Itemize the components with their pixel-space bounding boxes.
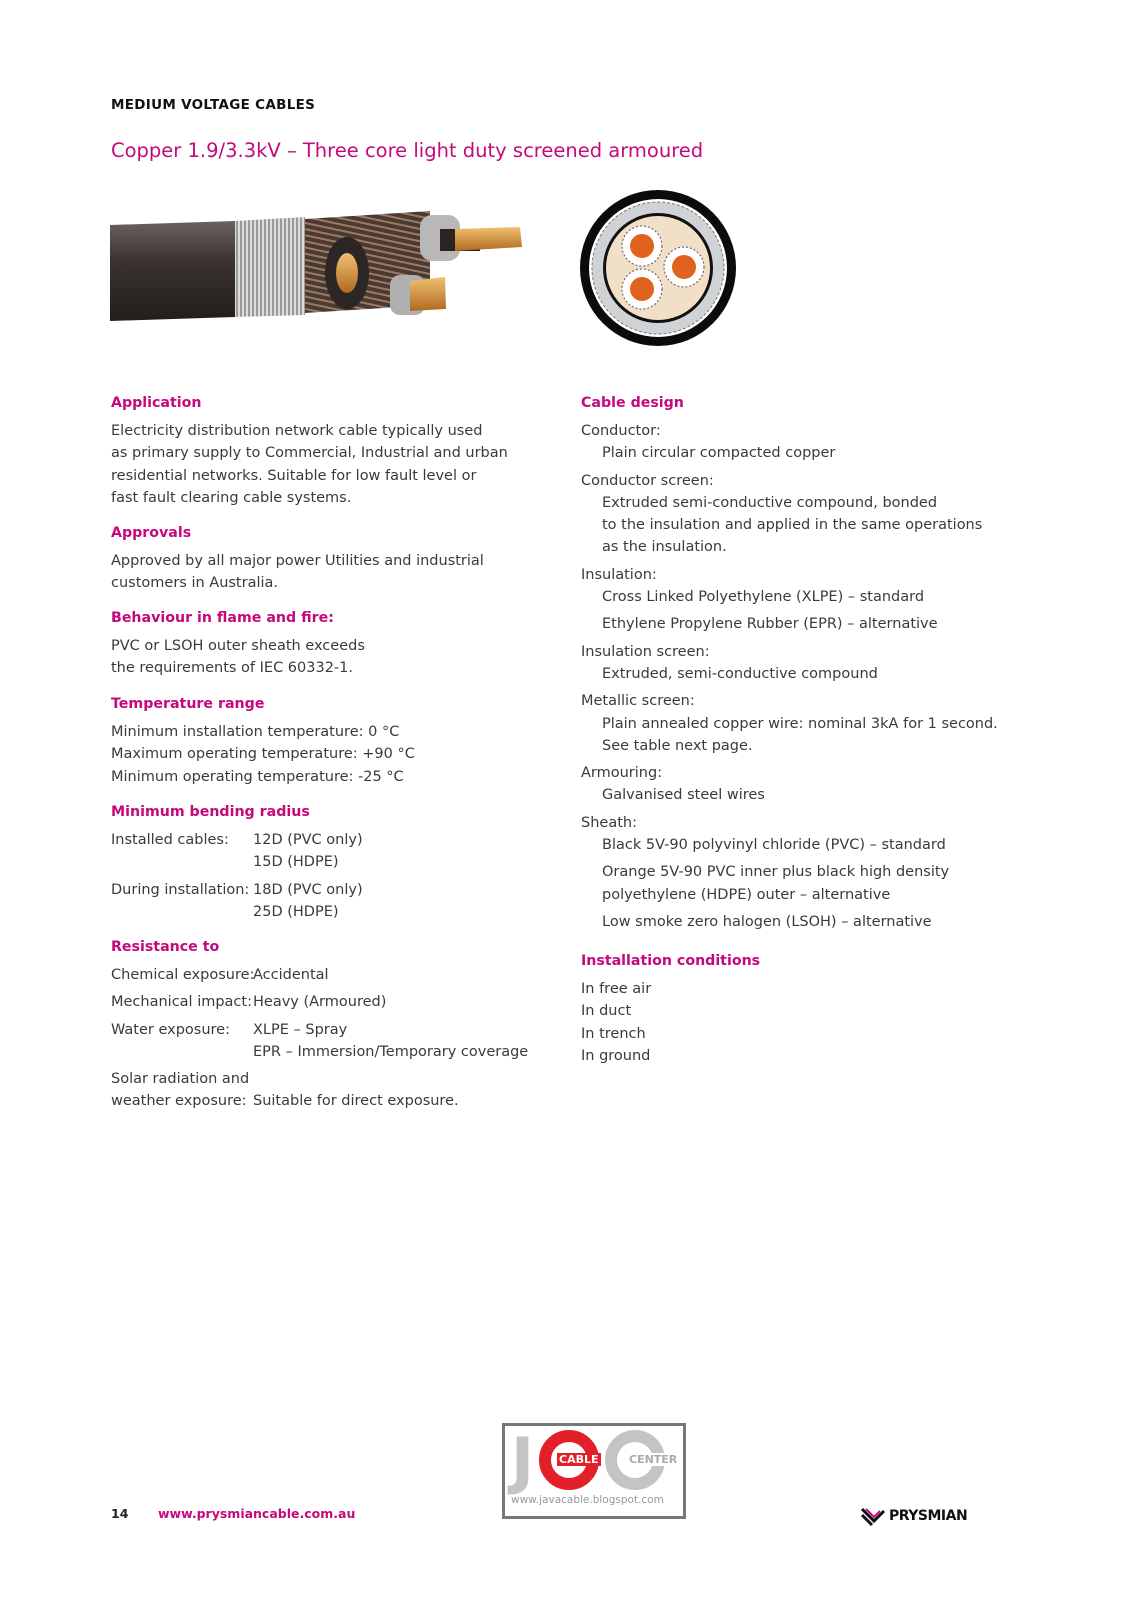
row-value: Heavy (Armoured) xyxy=(253,994,387,1011)
item-value: Extruded semi-conductive compound, bonded xyxy=(602,494,938,511)
row-label: Installed cables: xyxy=(111,832,229,848)
watermark-cable-text: CABLE xyxy=(559,1453,599,1466)
text-line: fast fault clearing cable systems. xyxy=(111,489,352,506)
item-value: Orange 5V-90 PVC inner plus black high density xyxy=(602,864,950,881)
row-value: Accidental xyxy=(253,967,329,983)
installation-heading: Installation conditions xyxy=(581,953,761,969)
cable-cross-section-diagram xyxy=(578,188,738,348)
text-line: Maximum operating temperature: +90 °C xyxy=(111,746,415,763)
row-value: XLPE – Spray xyxy=(253,1021,348,1038)
flame-heading: Behaviour in flame and fire: xyxy=(111,610,334,626)
footer-website-link[interactable]: www.prysmiancable.com.au xyxy=(158,1506,356,1521)
resistance-heading: Resistance to xyxy=(111,939,220,955)
text-line: as primary supply to Commercial, Industrial and urban xyxy=(111,445,508,462)
category-label: MEDIUM VOLTAGE CABLES xyxy=(111,97,316,113)
row-label: weather exposure: xyxy=(111,1093,247,1110)
item-value: Plain circular compacted copper xyxy=(602,445,836,462)
row-value: 12D (PVC only) xyxy=(253,832,363,848)
prysmian-logo xyxy=(860,1505,967,1527)
text-line: In free air xyxy=(581,981,652,997)
row-value: 15D (HDPE) xyxy=(253,854,339,871)
cable-design-heading: Cable design xyxy=(581,395,684,411)
row-value: EPR – Immersion/Temporary coverage xyxy=(253,1043,529,1060)
temperature-heading: Temperature range xyxy=(111,696,265,712)
item-value: polyethylene (HDPE) outer – alternative xyxy=(602,886,891,903)
prysmian-mark-icon xyxy=(860,1505,886,1527)
text-line: In ground xyxy=(581,1047,651,1064)
item-label: Insulation: xyxy=(581,566,657,583)
bending-section xyxy=(111,801,363,923)
item-value: Ethylene Propylene Rubber (EPR) – alternative xyxy=(602,616,938,633)
text-line: In duct xyxy=(581,1003,632,1020)
prysmian-wordmark: PRYSMIAN xyxy=(889,1508,968,1524)
text-line: Electricity distribution network cable typically used xyxy=(111,423,483,439)
cable-product-image xyxy=(110,205,525,330)
application-heading: Application xyxy=(111,395,202,411)
row-label: Solar radiation and xyxy=(111,1071,250,1088)
watermark-url: www.javacable.blogspot.com xyxy=(511,1494,664,1506)
item-value: to the insulation and applied in the same operations xyxy=(602,517,983,534)
approvals-heading: Approvals xyxy=(111,525,192,541)
text-line: In trench xyxy=(581,1025,646,1042)
row-label: During installation: xyxy=(111,881,250,898)
temperature-section xyxy=(111,693,415,788)
application-section xyxy=(111,392,508,509)
row-value: 25D (HDPE) xyxy=(253,903,339,920)
jcc-watermark-logo xyxy=(502,1423,686,1519)
row-label: Chemical exposure: xyxy=(111,967,255,983)
item-value: as the insulation. xyxy=(602,539,727,556)
item-label: Insulation screen: xyxy=(581,643,710,660)
item-value: Extruded, semi-conductive compound xyxy=(602,665,878,682)
bending-heading: Minimum bending radius xyxy=(111,804,310,820)
installation-section xyxy=(581,950,760,1067)
text-line: PVC or LSOH outer sheath exceeds xyxy=(111,638,365,654)
text-line: customers in Australia. xyxy=(111,575,279,592)
watermark-letter: J xyxy=(511,1424,535,1497)
item-value: Cross Linked Polyethylene (XLPE) – standard xyxy=(602,589,925,606)
cable-design-section xyxy=(581,392,998,933)
item-value: Galvanised steel wires xyxy=(602,787,765,804)
text-line: Minimum operating temperature: -25 °C xyxy=(111,768,404,785)
flame-section xyxy=(111,607,365,680)
row-label: Mechanical impact: xyxy=(111,994,252,1011)
text-line: Approved by all major power Utilities and industrial xyxy=(111,553,484,569)
page-number: 14 xyxy=(111,1506,129,1521)
item-value: See table next page. xyxy=(602,737,753,754)
text-line: residential networks. Suitable for low fault level or xyxy=(111,467,477,484)
item-label: Sheath: xyxy=(581,814,637,831)
page-title: Copper 1.9/3.3kV – Three core light duty screened armoured xyxy=(111,139,704,162)
item-value: Low smoke zero halogen (LSOH) – alternative xyxy=(602,913,932,930)
watermark-center-text: CENTER xyxy=(629,1453,678,1466)
row-value: 18D (PVC only) xyxy=(253,881,363,898)
item-value: Plain annealed copper wire: nominal 3kA for 1 second. xyxy=(602,715,998,732)
resistance-section xyxy=(111,936,528,1113)
item-label: Conductor: xyxy=(581,423,661,439)
text-line: Minimum installation temperature: 0 °C xyxy=(111,724,400,740)
item-label: Armouring: xyxy=(581,765,663,782)
item-value: Black 5V-90 polyvinyl chloride (PVC) – standard xyxy=(602,837,946,854)
row-value: Suitable for direct exposure. xyxy=(253,1093,459,1110)
row-label: Water exposure: xyxy=(111,1021,230,1038)
approvals-section xyxy=(111,522,484,595)
item-label: Conductor screen: xyxy=(581,472,714,489)
text-line: the requirements of IEC 60332-1. xyxy=(111,660,353,677)
item-label: Metallic screen: xyxy=(581,693,695,710)
